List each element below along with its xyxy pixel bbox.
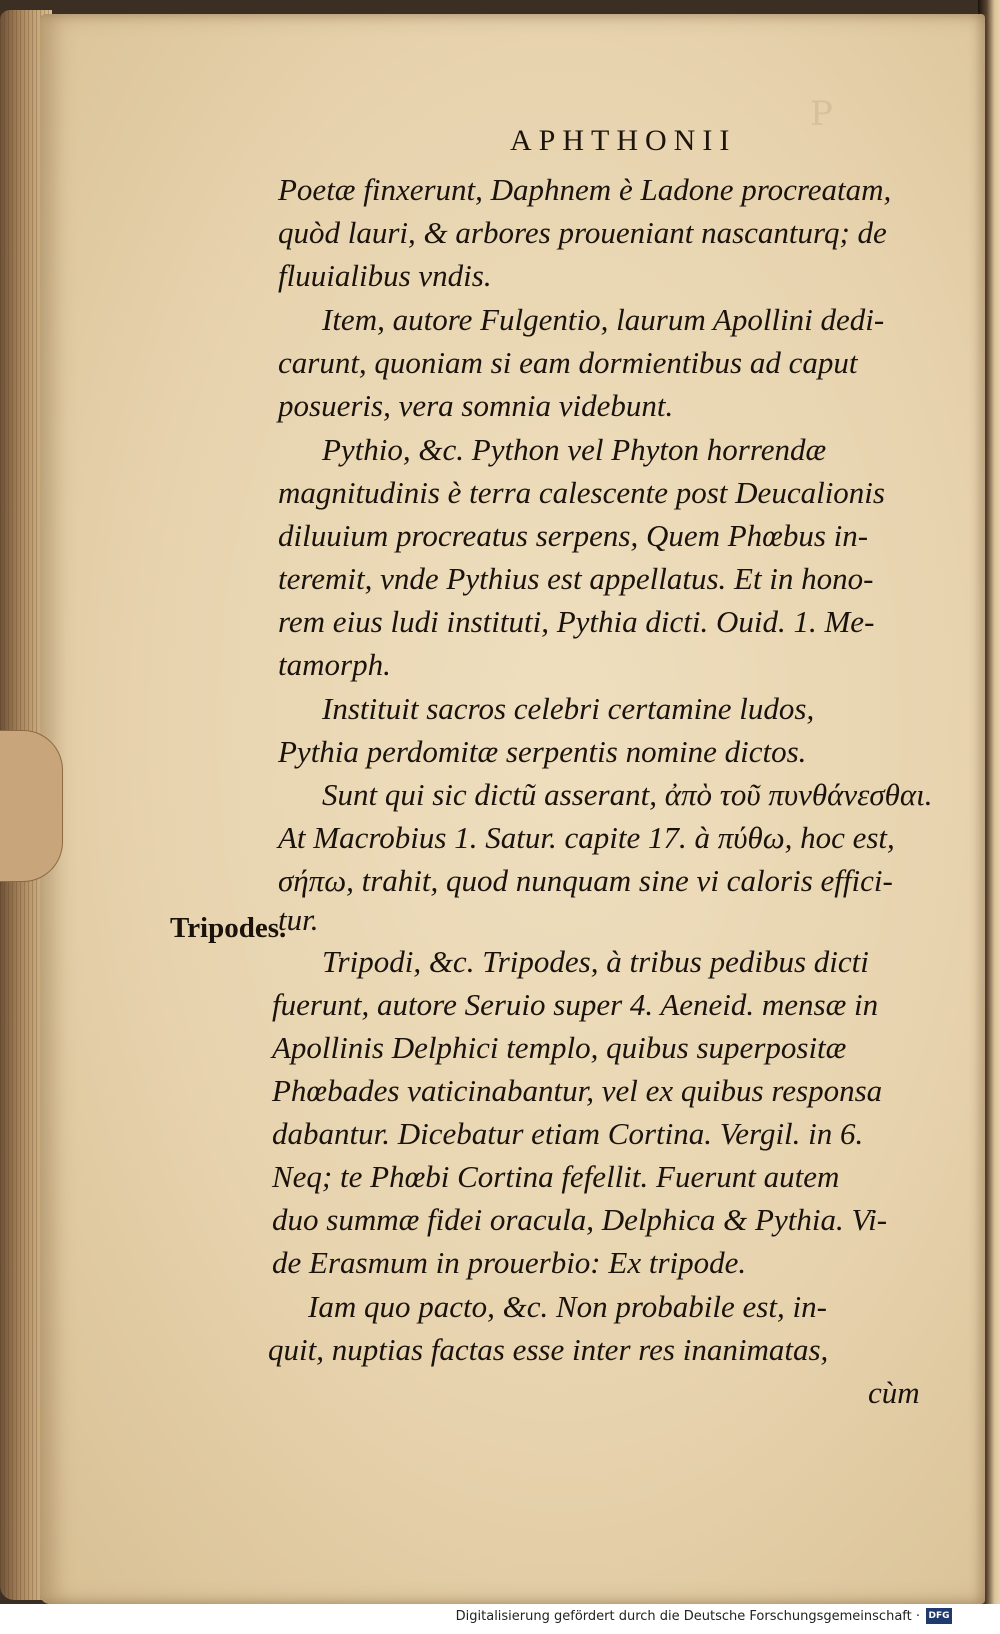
text-line: diluuium procreatus serpens, Quem Phœbus in- [278,518,869,553]
text-line: rem eius ludi instituti, Pythia dicti. Ouid. 1. Me- [278,604,875,639]
text-line: Neq; te Phœbi Cortina fefellit. Fuerunt autem [272,1159,840,1194]
text-line: de Erasmum in prouerbio: Ex tripode. [272,1245,747,1280]
text-line: dabantur. Dicebatur etiam Cortina. Vergil. in 6. [272,1116,864,1151]
text-line: Instituit sacros celebri certamine ludos, [322,691,815,726]
text-line: quòd lauri, & arbores proueniant nascanturq; de [278,215,887,250]
text-line: Iam quo pacto, &c. Non probabile est, in- [308,1289,827,1324]
text-line: σήπω, trahit, quod nunquam sine vi caloris effici- [278,863,893,898]
text-line: duo summæ fidei oracula, Delphica & Pythia. Vi- [272,1202,888,1237]
footer-credit: Digitalisierung gefördert durch die Deutsche Forschungsgemeinschaft · [455,1609,920,1624]
text-line: Sunt qui sic dictũ asserant, ἀπὸ τοῦ πυνθάνεσθαι. [322,777,933,812]
margin-note: Tripodes. [170,912,287,944]
bleed-through-ghost: P [810,94,839,134]
catchword: cùm [868,1375,920,1410]
text-line: fluuialibus vndis. [278,258,492,293]
text-line: At Macrobius 1. Satur. capite 17. à πύθω, hoc est, [278,820,895,855]
text-line: Item, autore Fulgentio, laurum Apollini dedi- [322,302,885,337]
text-line: posueris, vera somnia videbunt. [278,388,674,423]
text-line: Apollinis Delphici templo, quibus superpositæ [272,1030,847,1065]
text-line: teremit, vnde Pythius est appellatus. Et in hono- [278,561,874,596]
text-line: quit, nuptias factas esse inter res inanimatas, [268,1332,829,1367]
dfg-logo-icon: DFG [926,1608,952,1624]
text-line: Poetæ finxerunt, Daphnem è Ladone procreatam, [278,172,892,207]
text-line: Phœbades vaticinabantur, vel ex quibus responsa [272,1073,883,1108]
text-line: Pythia perdomitæ serpentis nomine dictos. [278,734,807,769]
text-line: carunt, quoniam si eam dormientibus ad caput [278,345,858,380]
text-line: tur. [278,902,319,937]
book-clasp-tab [0,730,63,882]
text-line: magnitudinis è terra calescente post Deucalionis [278,475,885,510]
text-line: fuerunt, autore Seruio super 4. Aeneid. mensæ in [272,987,879,1022]
text-line: tamorph. [278,647,391,682]
text-line: Tripodi, &c. Tripodes, à tribus pedibus dicti [322,944,869,979]
book-page [40,14,985,1604]
running-header: APHTHONII [510,124,737,157]
text-line: Pythio, &c. Python vel Phyton horrendæ [322,432,827,467]
